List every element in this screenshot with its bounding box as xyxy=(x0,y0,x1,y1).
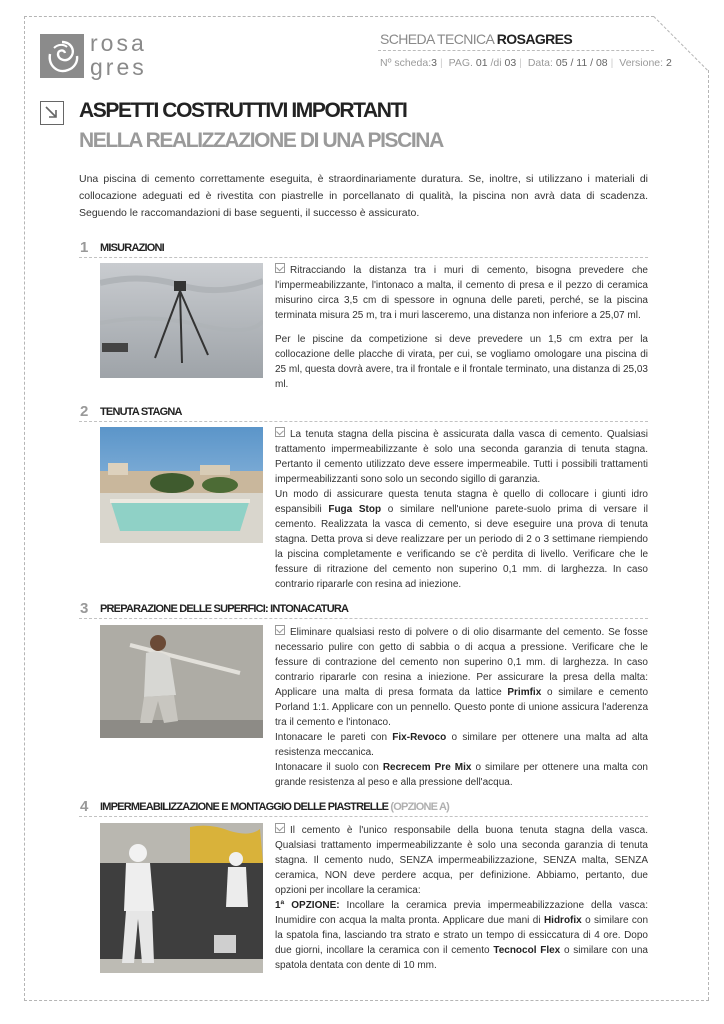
check-box-icon xyxy=(275,263,285,273)
product-tecnocol-flex: Tecnocol Flex xyxy=(493,945,561,956)
sheet-title xyxy=(380,31,572,47)
section-4-title-main: IMPERMEABILIZZAZIONE E MONTAGGIO DELLE PIASTRELLE xyxy=(100,801,389,813)
section-3-p3-start: Intonacare il suolo con xyxy=(275,762,383,773)
sheet-divider xyxy=(378,50,654,51)
section-2-p1: La tenuta stagna della piscina è assicurata dalla vasca di cemento. Qualsiasi trattamento impermeabilizzante è solo una seconda garanzia di tenuta stagna. Pertanto il cemento utilizzato deve essere impermeabile. Tutti i possibili trattamenti impermeabilizzanti sono solo un secondo sigillo di garanzia. xyxy=(275,429,648,485)
di-value: 03 xyxy=(504,57,517,69)
version-label: Versione: xyxy=(619,57,664,69)
sheet-title-bold: ROSAGRES xyxy=(496,31,573,47)
section-2-number: 2 xyxy=(80,403,89,420)
photo-surveying-tripod xyxy=(100,263,263,378)
section-3-number: 3 xyxy=(80,600,89,617)
page-subtitle: NELLA REALIZZAZIONE DI UNA PISCINA xyxy=(79,129,443,152)
section-4-p2-end: o similare con una spatola dentata con dente di 10 mm. xyxy=(275,945,648,971)
check-box-icon xyxy=(275,625,285,635)
logo-word-gres: gres xyxy=(90,54,147,80)
photo-pool-construction xyxy=(100,427,263,543)
di-label: /di xyxy=(490,57,502,69)
section-3-p2-start: Intonacare le pareti con xyxy=(275,732,393,743)
section-2-p2-start: Un modo di assicurare questa tenuta stagna è quello di collocare i giunti idro espansibili xyxy=(275,489,648,515)
section-3-text xyxy=(275,625,648,790)
section-3-p1-end: o similare e cemento Porland 1:1. Applicare con un pennello. Questo ponte di unione assicura l'aderenza tra il cemento e l'intonaco. xyxy=(275,687,649,728)
sheet-no-label: Nº scheda: xyxy=(380,57,432,69)
sheet-title-light: SCHEDA TECNICA xyxy=(380,31,497,47)
section-2-text xyxy=(275,427,648,592)
brand-logo xyxy=(40,32,180,82)
sheet-meta: Nº scheda:3 | PAG. 01 /di 03 | Data: 05 / 11 / 08 | Versione: 2 xyxy=(380,57,672,69)
pag-value: 01 xyxy=(475,57,488,69)
sheet-no-value: 3 xyxy=(431,57,437,69)
section-4-number: 4 xyxy=(80,798,89,815)
product-recrecem-pre-mix: Recrecem Pre Mix xyxy=(382,762,472,773)
section-4-option-label: (OPZIONE A) xyxy=(390,801,450,813)
section-3-divider xyxy=(79,618,648,619)
section-4-title xyxy=(100,801,449,813)
section-2-p2-end: o similare nell'unione parete-suolo prima di versare il cemento. Realizzata la vasca di cemento, si deve eseguire una prova di tenuta stagna. Detta prova si deve realizzare per un periodo di 2 o 3 settimane riempiendo la piscina completamente e verificando se c'è perdita di livello. Verificare che le fessure di ritrazione del cemento non superino 0,1 mm. di larghezza. In caso contrario ripararle con resina ad iniezione. xyxy=(275,504,648,590)
pag-label: PAG. xyxy=(448,57,473,69)
product-fuga-stop: Fuga Stop xyxy=(328,504,382,515)
section-4-p2-mid: o similare con la spatola fina, lasciando tra strato e strato un tempo di essiccatura di 4 ore. Dopo due giorni, incollare la ceramica con il cemento xyxy=(275,915,649,956)
section-3-title: PREPARAZIONE DELLE SUPERFICI: INTONACATURA xyxy=(100,603,349,615)
section-1-text xyxy=(275,263,648,392)
photo-waterproofing-workers xyxy=(100,823,263,973)
intro-paragraph: Una piscina di cemento correttamente eseguita, è straordinariamente duratura. Se, inoltre, si utilizzano i materiali di collocazione adeguati ed è rivestita con piastrelle in porcellanato di qualità, la piscina non avrà data di scadenza. Seguendo le raccomandazioni di base seguenti, il successo è assicurato. xyxy=(79,173,648,219)
section-3-p3-end: o similare per ottenere una malta con grande resistenza al peso e alla pressione dell'acqua. xyxy=(275,762,648,788)
logo-rose-mark xyxy=(40,34,84,78)
section-1-title: MISURAZIONI xyxy=(100,242,164,254)
section-2-title: TENUTA STAGNA xyxy=(100,406,182,418)
version-value: 2 xyxy=(665,57,672,69)
product-fix-revoco: Fix-Revoco xyxy=(392,732,447,743)
frame-top-edge xyxy=(24,16,350,17)
section-4-p2-start: Incollare la ceramica previa impermeabilizzazione della vasca: Inumidire con acqua la malta pronta. Applicare due mani di xyxy=(275,900,648,926)
arrow-down-right-icon xyxy=(40,101,64,125)
date-label: Data: xyxy=(527,57,553,69)
section-2-divider xyxy=(79,421,648,422)
photo-plastering-worker xyxy=(100,625,263,738)
section-1-p1: Ritracciando la distanza tra i muri di cemento, bisogna prevedere che l'impermeabilizzante, l'intonaco a malta, il cemento di presa e il pezzo di ceramica misurino circa 3,5 cm di spessore in ognuna delle pareti, perché, se la piscina terminata misura 25 m, tra i muri lasceremo, una distanza non inferiore a 25,07 ml. xyxy=(275,265,648,321)
section-4-p1: Il cemento è l'unico responsabile della buona tenuta stagna della vasca. Qualsiasi trattamento impermeabilizzante è solo una seconda garanzia di tenuta stagna. Il cemento nudo, SENZA impermeabilizzazione, SENZA malta, SENZA ceramica, NON deve perdere acqua, per definizione. Abbiamo, pertanto, due opzioni per incollare la ceramica: xyxy=(275,825,648,896)
section-1-number: 1 xyxy=(80,239,89,256)
logo-word-rosa: rosa xyxy=(90,30,147,56)
date-value: 05 / 11 / 08 xyxy=(555,57,608,69)
product-hidrofix: Hidrofix xyxy=(543,915,582,926)
section-3-p1: Eliminare qualsiasi resto di polvere o di olio disarmante del cemento. Se fosse necessario pulire con getto di sabbia o di acqua a pressione. Verificare che le fessure di contrazione del cemento non superino 0,1 mm. di larghezza. In caso contrario ripararle con resina a iniezione. Per assicurare la presa della malta: Applicare una malta di presa formata da lattice xyxy=(275,627,648,698)
section-4-text xyxy=(275,823,648,973)
section-4-divider xyxy=(79,816,648,817)
page-title: ASPETTI COSTRUTTIVI IMPORTANTI xyxy=(79,99,407,122)
check-box-icon xyxy=(275,823,285,833)
section-1-p2: Per le piscine da competizione si deve prevedere un 1,5 cm extra per la collocazione delle placche di virata, per cui, se vogliamo omologare una piscina di 25 ml, questa dovrà avere, tra il frontale e il frontale terminato, una distanza di 25,03 ml. xyxy=(275,334,648,390)
check-box-icon xyxy=(275,427,285,437)
product-primfix: Primfix xyxy=(507,687,542,698)
section-1-divider xyxy=(79,257,648,258)
frame-top-edge-right xyxy=(350,16,654,17)
frame-right-edge xyxy=(708,70,709,1000)
option-1-label: 1ª OPZIONE: xyxy=(275,900,340,911)
section-3-p2-end: o similare per ottenere una malta ad alta resistenza meccanica. xyxy=(275,732,648,758)
